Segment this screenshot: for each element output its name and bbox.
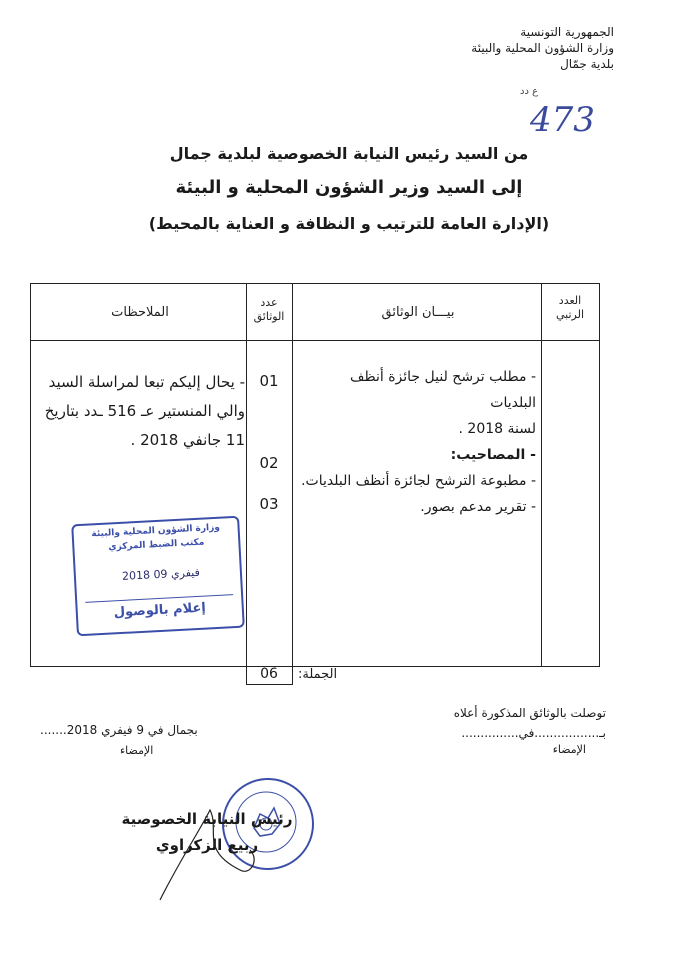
- handwritten-signature: [150, 790, 270, 910]
- received-stamp: [71, 516, 245, 637]
- reference-label: ع دد: [520, 86, 539, 97]
- header-serial: العدد الرتبي: [555, 294, 585, 321]
- sender-title: رئيس النيابة الخصوصية: [121, 810, 293, 828]
- notes-line: والي المنستير عـ 516 ـدد بتاريخ: [44, 402, 245, 420]
- sender-name: ربيع الزكراوي: [155, 836, 259, 854]
- description-line: - المصاحيب:: [450, 447, 536, 463]
- stamp-office: مكتب الضبط المركزي: [108, 537, 205, 553]
- description-line: - تقرير مدعم بصور.: [420, 499, 536, 515]
- notes-line: 11 جانفي 2018 .: [130, 431, 245, 449]
- receipt-signature: الإمضاء: [552, 743, 586, 756]
- count-2: 02: [259, 454, 279, 472]
- receipt-line-1: توصلت بالوثائق المذكورة أعلاه: [453, 706, 606, 720]
- title-from: من السيد رئيس النيابة الخصوصية لبلدية جمال: [169, 144, 529, 163]
- reference-number: 473: [530, 100, 595, 140]
- title-department: (الإدارة العامة للترتيب و النظافة و العناية بالمحيط): [148, 214, 550, 233]
- count-3: 03: [259, 495, 279, 513]
- header-count: عدد الوثائق: [253, 296, 285, 323]
- stamp-footer: إعلام بالوصول: [85, 594, 234, 622]
- description-line: - مطبوعة الترشح لجائزة أنظف البلديات.: [301, 473, 536, 489]
- header-municipality: بلدية جمّال: [560, 57, 614, 71]
- stamp-date: 2018 فيفري 09: [121, 565, 201, 583]
- description-cell: [300, 364, 536, 520]
- description-line: - مطلب ترشح لنيل جائزة أنظف البلديات: [349, 369, 536, 411]
- header-ministry-name: وزارة الشؤون المحلية والبيئة: [471, 41, 614, 55]
- sender-place-date: بجمال في 9 فيفري 2018.......: [40, 723, 198, 737]
- count-1: 01: [259, 372, 279, 390]
- title-to: إلى السيد وزير الشؤون المحلية و البيئة: [175, 177, 523, 198]
- sender-signature-label: الإمضاء: [120, 744, 154, 757]
- header-description: بيـــان الوثائق: [381, 305, 455, 320]
- header-notes: الملاحظات: [111, 305, 169, 320]
- notes-cell: [40, 368, 245, 455]
- receipt-line-2: بـ.................في...............: [461, 726, 606, 740]
- header-ministry: [354, 24, 614, 72]
- total-label: الجملة:: [298, 667, 338, 682]
- header-republic: الجمهورية التونسية: [520, 25, 614, 39]
- notes-line: - يحال إليكم تبعا لمراسلة السيد: [48, 373, 245, 391]
- stamp-ministry: وزارة الشؤون المحلية والبيئة: [91, 522, 221, 540]
- total-value: 06: [260, 666, 278, 682]
- description-line: لسنة 2018 .: [458, 421, 536, 437]
